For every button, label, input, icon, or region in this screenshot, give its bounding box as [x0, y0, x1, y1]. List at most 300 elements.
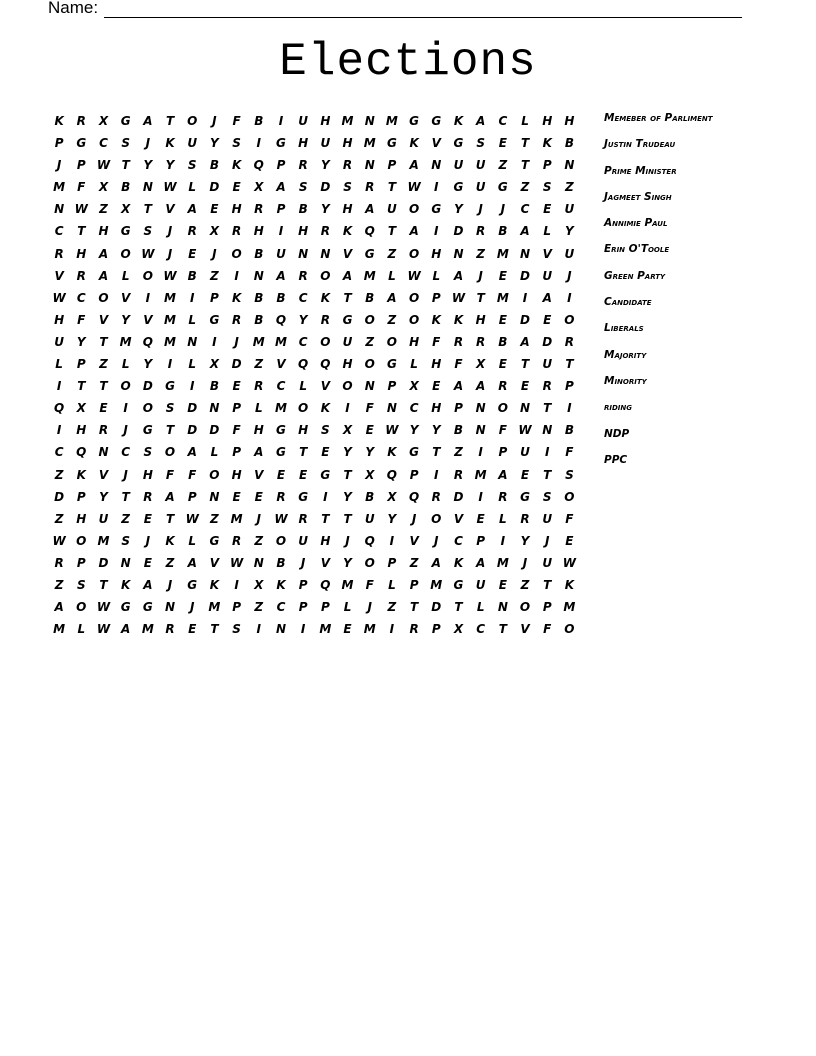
grid-cell: P: [387, 158, 397, 173]
grid-cell: P: [76, 158, 86, 173]
grid-cell: T: [77, 224, 86, 239]
grid-cell: Y: [320, 158, 330, 173]
grid-cell: W: [96, 622, 111, 637]
grid-cell: A: [187, 202, 197, 217]
grid-cell: O: [120, 246, 131, 261]
grid-cell: M: [119, 334, 132, 349]
grid-cell: S: [565, 467, 574, 482]
grid-cell: M: [53, 180, 66, 195]
grid-cell: T: [387, 180, 396, 195]
grid-cell: E: [143, 555, 152, 570]
grid-cell: K: [342, 224, 353, 239]
grid-cell: H: [564, 114, 575, 128]
grid-cell: A: [121, 622, 131, 637]
grid-cell: T: [121, 158, 130, 173]
grid-cell: P: [298, 600, 308, 615]
grid-cell: A: [409, 158, 419, 173]
grid-cell: T: [565, 357, 574, 372]
grid-cell: H: [431, 357, 442, 372]
grid-cell: Z: [210, 511, 219, 526]
grid-cell: K: [165, 136, 175, 151]
grid-cell: W: [163, 180, 177, 195]
grid-cell: Y: [165, 158, 175, 173]
grid-cell: X: [209, 357, 220, 372]
grid-cell: Z: [520, 180, 530, 195]
grid-cell: I: [434, 224, 439, 239]
grid-cell: U: [542, 511, 553, 526]
grid-cell: W: [96, 158, 111, 173]
grid-cell: Q: [76, 445, 87, 460]
grid-row: [48, 243, 581, 265]
grid-cell: L: [188, 533, 197, 548]
grid-cell: T: [121, 489, 130, 504]
grid-cell: R: [165, 622, 175, 637]
grid-cell: R: [254, 379, 264, 394]
grid-cell: O: [320, 334, 331, 349]
grid-cell: I: [278, 114, 284, 128]
grid-row: [48, 486, 581, 508]
grid-cell: M: [430, 577, 443, 592]
grid-cell: X: [342, 423, 353, 438]
grid-cell: O: [364, 312, 375, 327]
grid-cell: B: [365, 489, 375, 504]
grid-cell: Z: [254, 600, 264, 615]
grid-cell: Y: [121, 312, 130, 327]
grid-cell: G: [276, 423, 286, 438]
grid-cell: X: [98, 114, 109, 128]
grid-cell: Z: [54, 511, 64, 526]
grid-cell: P: [565, 379, 574, 394]
grid-cell: K: [165, 533, 175, 548]
grid-cell: C: [54, 445, 64, 460]
grid-cell: Q: [386, 467, 397, 482]
grid-cell: H: [320, 114, 331, 128]
grid-cell: I: [434, 467, 439, 482]
grid-cell: A: [387, 290, 397, 305]
word-list-item: Memeber of Parliment: [604, 112, 713, 124]
grid-cell: O: [98, 290, 109, 305]
grid-cell: P: [476, 533, 486, 548]
grid-cell: T: [543, 577, 552, 592]
grid-cell: W: [451, 290, 466, 305]
grid-cell: R: [76, 114, 86, 128]
grid-cell: Q: [142, 334, 153, 349]
grid-cell: G: [165, 379, 175, 394]
grid-cell: J: [167, 246, 173, 261]
grid-cell: F: [498, 423, 507, 438]
grid-cell: L: [77, 622, 86, 637]
grid-cell: O: [408, 246, 420, 261]
grid-cell: Q: [364, 224, 375, 239]
grid-cell: N: [298, 246, 309, 261]
grid-cell: J: [212, 246, 217, 261]
grid-cell: H: [231, 202, 242, 217]
grid-cell: Q: [253, 158, 264, 173]
grid-cell: I: [167, 357, 173, 372]
grid-cell: G: [298, 489, 309, 504]
grid-cell: G: [431, 114, 442, 128]
grid-cell: Q: [275, 312, 287, 327]
grid-cell: N: [520, 401, 531, 416]
grid-cell: N: [475, 401, 486, 416]
grid-cell: T: [99, 379, 108, 394]
grid-cell: V: [209, 555, 220, 570]
grid-cell: N: [253, 555, 264, 570]
grid-cell: L: [388, 268, 396, 283]
grid-cell: V: [143, 312, 153, 327]
grid-cell: F: [77, 180, 86, 195]
grid-cell: M: [97, 533, 110, 548]
grid-cell: N: [364, 379, 375, 394]
grid-cell: U: [542, 268, 553, 283]
grid-cell: D: [431, 600, 442, 615]
grid-cell: J: [123, 423, 128, 438]
grid-cell: K: [276, 577, 286, 592]
grid-cell: L: [410, 357, 418, 372]
grid-cell: G: [409, 114, 420, 128]
grid-cell: Z: [54, 577, 64, 592]
grid-cell: H: [298, 423, 309, 438]
grid-cell: E: [543, 312, 552, 327]
grid-cell: P: [76, 357, 86, 372]
grid-cell: M: [363, 268, 376, 283]
grid-cell: W: [74, 202, 88, 217]
grid-cell: P: [232, 401, 241, 416]
grid-cell: O: [386, 334, 397, 349]
grid-cell: J: [544, 533, 550, 548]
grid-cell: R: [298, 511, 308, 526]
grid-cell: M: [274, 334, 287, 349]
grid-cell: T: [520, 158, 530, 173]
grid-row: [48, 287, 581, 309]
grid-cell: R: [231, 312, 242, 327]
grid-cell: M: [341, 577, 354, 592]
grid-cell: S: [232, 622, 241, 637]
grid-cell: N: [475, 423, 486, 438]
grid-cell: R: [453, 334, 464, 349]
grid-cell: U: [542, 357, 553, 372]
grid-cell: S: [542, 489, 552, 504]
grid-cell: R: [298, 268, 308, 283]
grid-cell: O: [564, 622, 575, 637]
grid-cell: E: [143, 511, 152, 526]
grid-cell: Y: [343, 489, 352, 504]
grid-cell: J: [167, 224, 173, 239]
grid-cell: D: [320, 180, 331, 195]
grid-cell: O: [431, 511, 442, 526]
grid-cell: G: [142, 423, 153, 438]
grid-cell: U: [387, 202, 397, 217]
grid-cell: S: [121, 136, 130, 151]
grid-cell: O: [209, 467, 220, 482]
grid-cell: C: [276, 379, 286, 394]
grid-cell: M: [53, 622, 66, 637]
grid-cell: I: [189, 290, 195, 305]
grid-row: [48, 552, 581, 574]
grid-cell: Y: [520, 533, 530, 548]
grid-cell: N: [497, 600, 508, 615]
grid-cell: O: [120, 379, 131, 394]
grid-cell: K: [320, 401, 330, 416]
grid-cell: R: [76, 268, 86, 283]
grid-cell: N: [431, 158, 442, 173]
grid-cell: Y: [320, 202, 330, 217]
grid-cell: A: [254, 445, 264, 460]
grid-row: [48, 574, 581, 596]
grid-cell: H: [298, 136, 309, 151]
grid-cell: Z: [454, 445, 463, 460]
grid-cell: W: [141, 246, 155, 261]
grid-cell: R: [320, 312, 330, 327]
grid-cell: X: [453, 622, 464, 637]
grid-cell: K: [453, 114, 464, 128]
grid-cell: G: [364, 246, 375, 261]
grid-cell: Z: [54, 467, 64, 482]
grid-cell: G: [187, 577, 198, 592]
grid-cell: J: [145, 136, 151, 151]
grid-cell: D: [453, 224, 464, 239]
grid-cell: F: [232, 114, 241, 128]
grid-cell: O: [408, 312, 420, 327]
grid-cell: G: [209, 533, 220, 548]
grid-cell: L: [121, 268, 130, 283]
grid-cell: A: [98, 246, 109, 261]
grid-cell: G: [520, 489, 530, 504]
grid-cell: A: [54, 600, 64, 615]
grid-cell: N: [564, 158, 575, 173]
grid-cell: I: [434, 180, 439, 195]
grid-cell: U: [564, 246, 575, 261]
grid-cell: A: [365, 202, 375, 217]
grid-cell: E: [254, 489, 263, 504]
grid-row: [48, 464, 581, 486]
grid-cell: U: [475, 577, 486, 592]
grid-row: [48, 110, 581, 132]
grid-cell: W: [96, 600, 111, 615]
grid-cell: E: [498, 136, 507, 151]
grid-cell: T: [498, 622, 507, 637]
grid-cell: Q: [408, 489, 420, 504]
grid-cell: J: [345, 533, 350, 548]
grid-cell: J: [478, 202, 483, 217]
grid-cell: R: [231, 533, 242, 548]
grid-cell: S: [143, 224, 153, 239]
grid-cell: W: [185, 511, 199, 526]
grid-cell: R: [564, 334, 575, 349]
grid-cell: R: [476, 224, 486, 239]
grid-cell: H: [342, 202, 353, 217]
grid-cell: Q: [298, 357, 309, 372]
grid-row: [48, 353, 581, 375]
grid-cell: V: [276, 357, 286, 372]
grid-cell: Y: [76, 334, 86, 349]
grid-cell: I: [500, 533, 506, 548]
grid-cell: X: [254, 577, 264, 592]
grid-row: [48, 198, 581, 220]
grid-cell: A: [276, 180, 286, 195]
grid-cell: R: [276, 489, 286, 504]
grid-cell: G: [431, 202, 442, 217]
grid-cell: T: [321, 511, 330, 526]
grid-cell: L: [188, 357, 197, 372]
grid-cell: E: [276, 467, 286, 482]
word-list-item: Annimie Paul: [604, 217, 668, 230]
grid-cell: K: [564, 577, 575, 592]
grid-cell: B: [254, 114, 264, 128]
grid-cell: T: [99, 334, 108, 349]
grid-cell: A: [431, 555, 441, 570]
grid-cell: Q: [53, 401, 65, 416]
grid-cell: P: [76, 489, 86, 504]
grid-cell: T: [143, 202, 152, 217]
grid-cell: L: [521, 114, 529, 128]
grid-cell: G: [120, 600, 131, 615]
grid-cell: N: [364, 114, 375, 128]
grid-cell: E: [188, 622, 197, 637]
grid-cell: A: [520, 224, 530, 239]
grid-cell: Z: [365, 334, 375, 349]
grid-cell: Y: [431, 423, 441, 438]
grid-cell: J: [522, 555, 528, 570]
grid-cell: J: [567, 268, 572, 283]
grid-cell: I: [234, 577, 239, 592]
grid-row: [48, 176, 581, 198]
grid-cell: A: [276, 268, 286, 283]
grid-cell: I: [567, 401, 572, 416]
grid-cell: T: [387, 224, 396, 239]
grid-cell: T: [454, 600, 463, 615]
grid-cell: H: [298, 224, 309, 239]
grid-cell: P: [76, 555, 86, 570]
grid-cell: F: [543, 622, 552, 637]
grid-cell: A: [476, 555, 486, 570]
name-label: Name:: [48, 0, 99, 17]
grid-cell: P: [431, 622, 441, 637]
grid-row: [48, 220, 581, 242]
grid-cell: R: [54, 246, 64, 261]
word-list-item: Erin O'Toole: [604, 243, 670, 256]
grid-cell: L: [388, 577, 396, 592]
grid-cell: U: [520, 445, 530, 460]
grid-cell: J: [56, 158, 62, 173]
grid-cell: I: [478, 489, 483, 504]
grid-cell: Z: [254, 533, 264, 548]
grid-cell: A: [476, 114, 486, 128]
grid-cell: A: [187, 555, 197, 570]
grid-cell: L: [188, 180, 197, 195]
grid-cell: P: [387, 379, 397, 394]
grid-cell: Z: [99, 202, 108, 217]
grid-cell: O: [275, 533, 287, 548]
grid-cell: M: [341, 114, 354, 128]
grid-cell: I: [256, 622, 262, 637]
grid-cell: A: [143, 577, 153, 592]
grid-cell: V: [165, 202, 175, 217]
grid-cell: I: [567, 290, 572, 305]
word-list-item: Candidate: [604, 296, 652, 309]
grid-cell: U: [564, 202, 575, 217]
grid-row: [48, 265, 581, 287]
grid-cell: K: [431, 312, 441, 327]
grid-cell: A: [98, 268, 109, 283]
grid-cell: E: [232, 489, 241, 504]
grid-cell: D: [209, 180, 220, 195]
grid-cell: C: [298, 334, 308, 349]
grid-cell: W: [407, 268, 421, 283]
grid-cell: I: [323, 489, 328, 504]
grid-cell: K: [453, 312, 464, 327]
letter-grid: [48, 110, 581, 640]
grid-cell: I: [234, 268, 239, 283]
grid-cell: X: [476, 357, 486, 372]
grid-cell: T: [520, 357, 530, 372]
grid-cell: W: [274, 511, 288, 526]
grid-cell: M: [563, 600, 576, 615]
grid-cell: N: [542, 423, 553, 438]
grid-cell: E: [565, 533, 574, 548]
grid-cell: Z: [165, 555, 175, 570]
grid-cell: S: [232, 136, 241, 151]
grid-cell: R: [520, 511, 530, 526]
grid-cell: H: [76, 511, 87, 526]
grid-cell: T: [432, 445, 441, 460]
grid-cell: E: [343, 622, 352, 637]
grid-cell: X: [209, 224, 220, 239]
grid-cell: M: [208, 600, 221, 615]
grid-cell: M: [385, 114, 398, 128]
grid-row: [48, 331, 581, 353]
grid-cell: R: [431, 489, 441, 504]
grid-cell: G: [276, 136, 286, 151]
grid-cell: H: [76, 246, 87, 261]
grid-cell: A: [453, 268, 464, 283]
grid-cell: A: [476, 379, 486, 394]
grid-cell: Z: [210, 268, 219, 283]
grid-cell: N: [165, 600, 176, 615]
grid-cell: V: [98, 467, 109, 482]
grid-cell: Z: [254, 357, 264, 372]
grid-cell: H: [142, 467, 153, 482]
grid-cell: T: [165, 511, 175, 526]
grid-cell: K: [54, 114, 64, 128]
grid-cell: H: [542, 114, 553, 128]
grid-cell: N: [54, 202, 65, 217]
grid-cell: R: [298, 158, 308, 173]
grid-cell: D: [54, 489, 65, 504]
grid-cell: B: [187, 268, 197, 283]
grid-cell: B: [209, 379, 219, 394]
grid-cell: B: [298, 202, 308, 217]
grid-cell: P: [409, 577, 419, 592]
grid-cell: S: [542, 180, 552, 195]
grid-cell: I: [56, 423, 62, 438]
grid-cell: P: [454, 401, 463, 416]
grid-cell: J: [123, 467, 128, 482]
grid-cell: C: [520, 202, 530, 217]
grid-cell: C: [498, 114, 508, 128]
grid-cell: E: [520, 379, 530, 394]
grid-cell: W: [562, 555, 577, 570]
grid-cell: O: [76, 533, 87, 548]
grid-cell: R: [342, 158, 353, 173]
grid-cell: S: [298, 180, 308, 195]
grid-cell: D: [520, 312, 531, 327]
grid-cell: V: [320, 379, 330, 394]
grid-cell: Y: [387, 511, 397, 526]
grid-cell: K: [231, 290, 242, 305]
grid-cell: I: [256, 136, 262, 151]
grid-row: [48, 309, 581, 331]
